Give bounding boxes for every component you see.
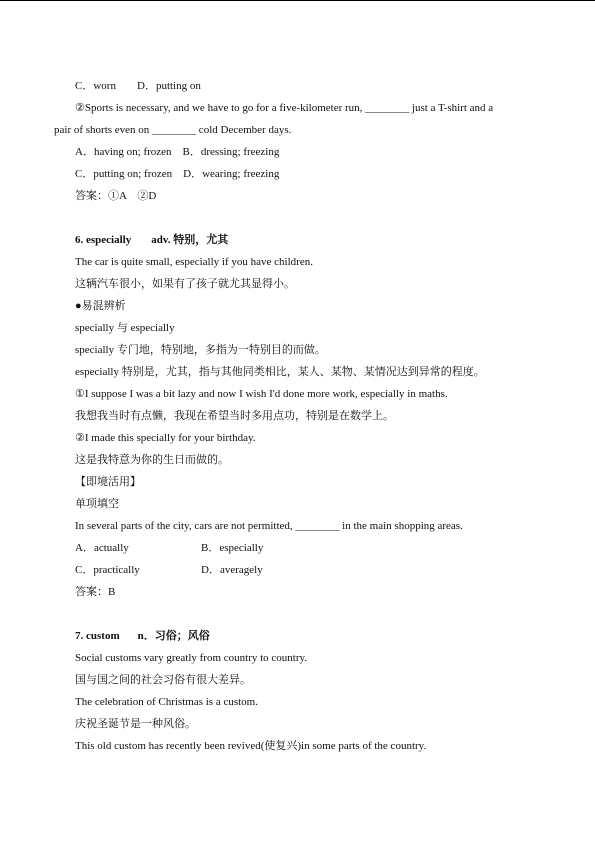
example-en: The celebration of Christmas is a custom. [75,696,258,708]
heading-word: 7. custom [75,630,120,642]
confusion-title: ●易混辨析 [75,300,126,312]
example-en: Social customs vary greatly from country to country. [75,652,308,664]
option-d: D．putting on [137,80,201,92]
heading-definition: adv. 特别，尤其 [151,234,229,246]
options-row-cd [75,563,263,577]
confusion-pair: specially 与 especially [75,322,175,334]
header-rule [0,0,595,1]
example-en: This old custom has recently been revived(使复兴)in some parts of the country. [75,740,427,752]
specially-definition: specially 专门地，特别地，多指为一特别目的而做。 [75,344,326,356]
options-row-cd [75,79,201,93]
option-c: C．practically [75,564,140,576]
options-row-cd-2: C．putting on; frozen D．wearing; freezing [75,168,280,180]
option-c: C．worn [75,80,116,92]
option-a: A．actually [75,542,129,554]
option-b: B．especially [201,542,264,554]
question-text: In several parts of the city, cars are not permitted, ________ in the main shopping areas. [75,520,463,532]
example-zh: 庆祝圣诞节是一种风俗。 [75,718,196,730]
example-zh: 国与国之间的社会习俗有很大差异。 [75,674,251,686]
question-line: ②Sports is necessary, and we have to go for a five-kilometer run, ________ just a T-shirt and a [75,102,494,114]
option-d: D．averagely [201,564,263,576]
heading-definition: n．习俗；风俗 [137,630,210,642]
practice-type: 单项填空 [75,498,119,510]
answer-text: 答案：B [75,586,116,598]
example-zh: 这是我特意为你的生日而做的。 [75,454,229,466]
section-heading-especially [75,233,228,247]
example-zh: 这辆汽车很小，如果有了孩子就尤其显得小。 [75,278,295,290]
example-en: ②I made this specially for your birthday. [75,432,256,444]
example-en: ①I suppose I was a bit lazy and now I wish I'd done more work, especially in maths. [75,388,448,400]
options-row-ab [75,541,263,555]
options-row-ab: A．having on; frozen B．dressing; freezing [75,146,280,158]
example-zh: 我想我当时有点懒，我现在希望当时多用点功，特别是在数学上。 [75,410,394,422]
example-en: The car is quite small, especially if you have children. [75,256,313,268]
practice-title: 【即境活用】 [75,476,141,488]
section-heading-custom [75,629,210,643]
especially-definition: especially 特别是，尤其，指与其他同类相比，某人、某物、某情况达到异常的程度。 [75,366,485,378]
question-line-continued: pair of shorts even on ________ cold December days. [54,124,292,136]
heading-word: 6. especially [75,234,132,246]
answer-text: 答案：①A ②D [75,190,157,202]
